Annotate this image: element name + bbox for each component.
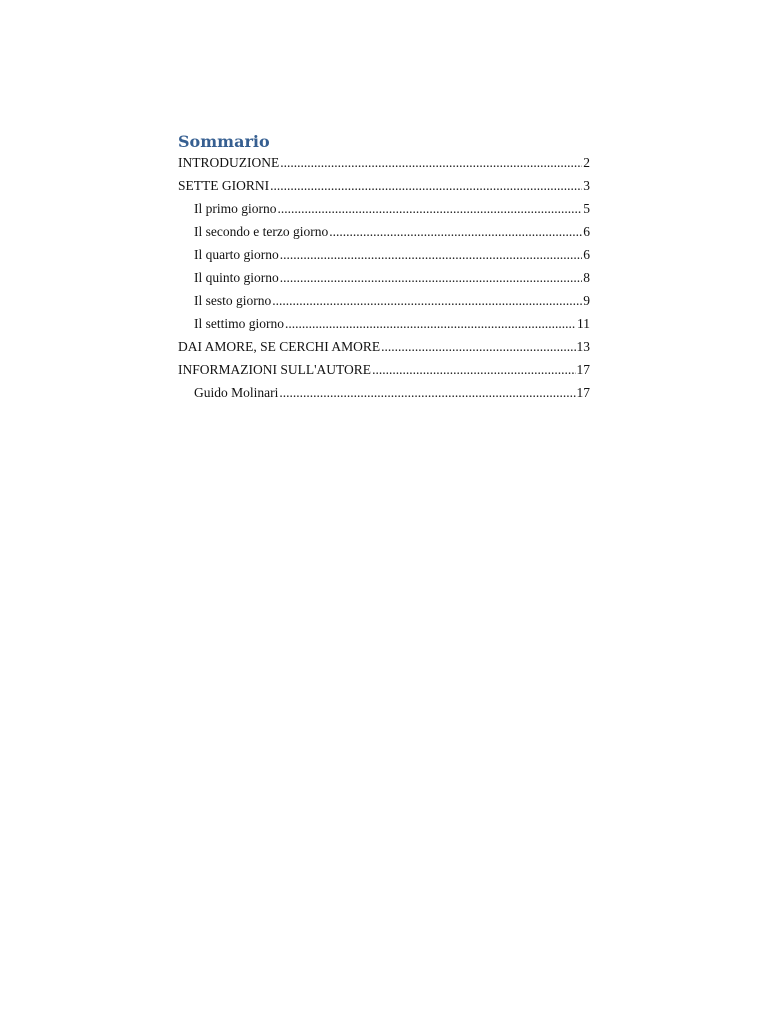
dot-leader [278, 199, 583, 219]
dot-leader [280, 153, 582, 173]
toc-entry-label: INTRODUZIONE [178, 155, 280, 170]
dot-leader [279, 383, 575, 403]
toc-entry-label: Il sesto giorno [194, 293, 272, 308]
toc-entry-page-number: 6 [583, 247, 590, 262]
dot-leader [270, 176, 582, 196]
toc-entry-informazioni-autore[interactable] [178, 360, 590, 383]
toc-entry-page-number: 17 [576, 362, 590, 377]
toc-title: Sommario [178, 132, 270, 151]
toc-entry-label: Il settimo giorno [194, 316, 284, 331]
toc-entry-il-sesto-giorno[interactable] [178, 291, 590, 314]
dot-leader [329, 222, 582, 242]
toc-entry-il-quinto-giorno[interactable] [178, 268, 590, 291]
toc-entry-label: DAI AMORE, SE CERCHI AMORE [178, 339, 381, 354]
toc-entry-page-number: 2 [583, 155, 590, 170]
dot-leader [280, 268, 583, 288]
toc-entry-il-primo-giorno[interactable] [178, 199, 590, 222]
toc-entry-label: Il secondo e terzo giorno [194, 224, 329, 239]
toc-entry-page-number: 9 [583, 293, 590, 308]
toc-entry-label: SETTE GIORNI [178, 178, 270, 193]
toc-entry-page-number: 13 [576, 339, 590, 354]
toc-entry-dai-amore[interactable] [178, 337, 590, 360]
toc-entry-il-quarto-giorno[interactable] [178, 245, 590, 268]
dot-leader [381, 337, 575, 357]
toc-entry-page-number: 17 [576, 385, 590, 400]
toc-entry-label: Il quinto giorno [194, 270, 279, 285]
toc-entry-page-number: 8 [583, 270, 590, 285]
toc-entry-sette-giorni[interactable] [178, 176, 590, 199]
dot-leader [280, 245, 583, 265]
toc-entry-page-number: 3 [583, 178, 590, 193]
toc-entry-label: Il primo giorno [194, 201, 277, 216]
toc-entry-label: Guido Molinari [194, 385, 279, 400]
toc-entry-label: Il quarto giorno [194, 247, 279, 262]
toc-list [178, 153, 590, 406]
toc-entry-page-number: 5 [583, 201, 590, 216]
dot-leader [285, 314, 576, 334]
toc-entry-page-number: 11 [577, 316, 590, 331]
toc-entry-introduzione[interactable] [178, 153, 590, 176]
table-of-contents [178, 131, 590, 406]
toc-entry-il-secondo-e-terzo-giorno[interactable] [178, 222, 590, 245]
dot-leader [372, 360, 575, 380]
dot-leader [272, 291, 582, 311]
toc-entry-il-settimo-giorno[interactable] [178, 314, 590, 337]
toc-entry-guido-molinari[interactable] [178, 383, 590, 406]
toc-entry-label: INFORMAZIONI SULL'AUTORE [178, 362, 372, 377]
toc-entry-page-number: 6 [583, 224, 590, 239]
